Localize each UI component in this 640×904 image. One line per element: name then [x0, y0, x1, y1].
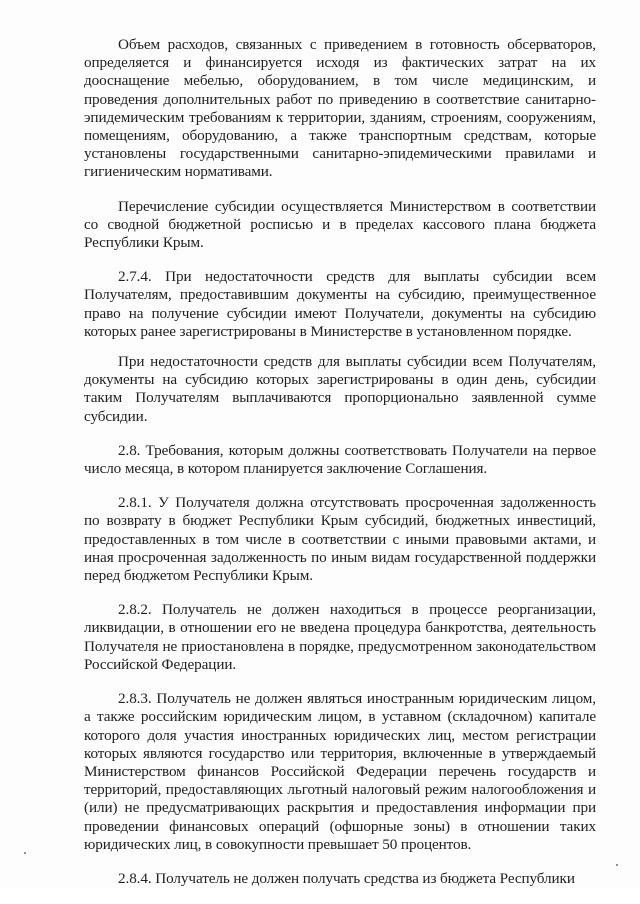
paragraph-2-8-3: 2.8.3. Получатель не должен являться иностранным юридическим лицом, а также российским юридическим лицом, в уставном (складочном) капитале которого доля участия иностранных юридических лиц, местом регистрации которых являются государство или территория, включенные в утверждаемый Министерством финансов Российской Федерации перечень государств и территорий, предоставляющих льготный налоговый режим налогообложения и (или) не предусматривающих раскрытия и предоставления информации при проведении финансовых операций (офшорные зоны) в отношении таких юридических лиц, в совокупности превышает 50 процентов. [84, 690, 596, 853]
paragraph-observatory-costs: Объем расходов, связанных с приведением в готовность обсерваторов, определяется и финансируется исходя из фактических затрат на их дооснащение мебелью, оборудованием, в том числе медицинским, и проведения дополнительных работ по приведению в соответствие санитарно-эпидемическим требованиям к территории, зданиям, строениям, сооружениям, помещениям, оборудованию, а также транспортным средствам, которые установлены государственными санитарно-эпидемическими правилами и гигиеническим нормативами. [84, 36, 596, 181]
scan-speck [616, 864, 618, 866]
paragraph-2-8-4: 2.8.4. Получатель не должен получать средства из бюджета Республики [118, 869, 575, 887]
scan-speck [24, 852, 26, 854]
paragraph-subsidy-transfer: Перечисление субсидии осуществляется Министерством в соответствии со сводной бюджетной росписью и в пределах кассового плана бюджета Республики Крым. [84, 197, 596, 252]
paragraph-2-8-2: 2.8.2. Получатель не должен находиться в процессе реорганизации, ликвидации, в отношении его не введена процедура банкротства, деятельность Получателя не приостановлена в порядке, предусмотренном законодательством Российской Федерации. [84, 601, 596, 673]
paragraph-2-8: 2.8. Требования, которым должны соответствовать Получатели на первое число месяца, в котором планируется заключение Соглашения. [84, 441, 596, 478]
paragraph-same-day-registration: При недостаточности средств для выплаты субсидии всем Получателям, документы на субсидию которых зарегистрированы в один день, субсидии таким Получателям выплачиваются пропорционально заявленной сумме субсидии. [84, 353, 596, 425]
paragraph-2-7-4: 2.7.4. При недостаточности средств для выплаты субсидии всем Получателям, предоставившим документы на субсидию, преимущественное право на получение субсидии имеют Получатели, документы на субсидию которых ранее зарегистрированы в Министерстве в установленном порядке. [84, 268, 596, 340]
paragraph-2-8-1: 2.8.1. У Получателя должна отсутствовать просроченная задолженность по возврату в бюджет Республики Крым субсидий, бюджетных инвестиций, предоставленных в том числе в соответствии с иными правовыми актами, и иная просроченная задолженность по иным видам государственной поддержки перед бюджетом Республики Крым. [84, 494, 596, 585]
document-body [84, 36, 596, 904]
